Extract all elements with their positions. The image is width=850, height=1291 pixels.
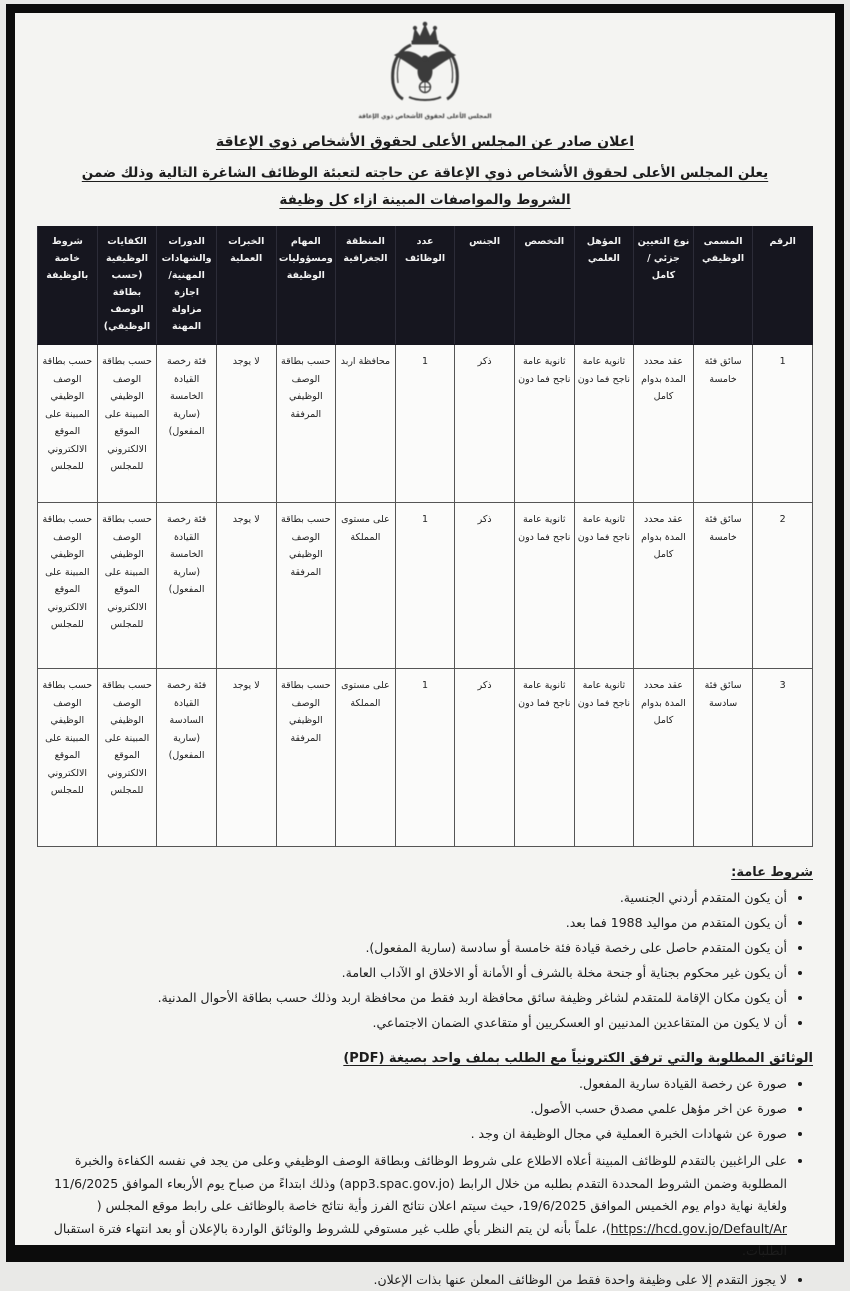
list-item: • أن يكون المتقدم أردني الجنسية. — [37, 888, 787, 908]
list-item: • صورة عن رخصة القيادة سارية المفعول. — [37, 1074, 787, 1094]
table-cell: على مستوى المملكة — [336, 503, 396, 669]
table-cell: لا يوجد — [216, 503, 276, 669]
table-row — [38, 503, 813, 669]
table-cell: ثانوية عامة ناجح فما دون — [574, 669, 634, 847]
table-cell: سائق فئة خامسة — [693, 345, 753, 503]
table-cell: 1 — [395, 345, 455, 503]
table-row — [38, 345, 813, 503]
application-portal-url: app3.spac.gov.jo — [344, 1173, 450, 1196]
table-cell: سائق فئة خامسة — [693, 503, 753, 669]
table-cell: ذكر — [455, 503, 515, 669]
column-header: المسمى الوظيفي — [693, 227, 753, 345]
table-row — [38, 669, 813, 847]
list-item: • أن يكون مكان الإقامة للمتقدم لشاغر وظيفة سائق محافظة اربد فقط من محافظة اربد وذلك حسب بطاقة الأحوال المدنية. — [37, 988, 787, 1008]
table-cell: حسب بطاقة الوصف الوظيفي المرفقة — [276, 669, 336, 847]
list-item: • صورة عن اخر مؤهل علمي مصدق حسب الأصول. — [37, 1099, 787, 1119]
table-cell: عقد محدد المدة بدوام كامل — [634, 669, 694, 847]
list-item: • أن يكون غير محكوم بجناية أو جنحة مخلة بالشرف أو الأمانة أو الاخلاق او الآداب العامة. — [37, 963, 787, 983]
table-cell: سائق فئة سادسة — [693, 669, 753, 847]
table-cell: حسب بطاقة الوصف الوظيفي المرفقة — [276, 345, 336, 503]
document-page — [15, 13, 835, 1245]
table-cell: حسب بطاقة الوصف الوظيفي المبينة على الموقع الالكتروني للمجلس — [38, 503, 98, 669]
column-header: الرقم — [753, 227, 813, 345]
list-item: • أن يكون المتقدم حاصل على رخصة قيادة فئة خامسة أو سادسة (سارية المفعول). — [37, 938, 787, 958]
column-header: التخصص — [514, 227, 574, 345]
jobs-table — [37, 226, 813, 847]
column-header: الخبرات العملية — [216, 227, 276, 345]
table-cell: ثانوية عامة ناجح فما دون — [574, 345, 634, 503]
notes-list — [37, 1150, 787, 1291]
table-cell: على مستوى المملكة — [336, 669, 396, 847]
table-cell: ثانوية عامة ناجح فما دون — [574, 503, 634, 669]
table-cell: فئة رخصة القيادة الخامسة (سارية المفعول) — [157, 345, 217, 503]
table-cell: فئة رخصة القيادة الخامسة (سارية المفعول) — [157, 503, 217, 669]
note-text: )، علماً بأنه لن يتم النظر بأي طلب غير مستوفي للشروط والوثائق الواردة بالإعلان أو بعد انتهاء فترة استقبال الطلبات. — [54, 1221, 787, 1259]
note-text: ) وذلك ابتداءً من صباح يوم الأربعاء الموافق 11/6/2025 ولغاية نهاية دوام يوم الخميس الموافق 19/6/2025، حيث سيتم اعلان نتائج الفرز وأية نتائج خاصة بالوظائف على رابط موقع المجلس ( — [54, 1176, 787, 1214]
column-header: المنطقة الجغرافية — [336, 227, 396, 345]
table-cell: حسب بطاقة الوصف الوظيفي المبينة على الموقع الالكتروني للمجلس — [97, 503, 157, 669]
table-cell: محافظة اربد — [336, 345, 396, 503]
table-cell: 3 — [753, 669, 813, 847]
documents-heading: الوثائق المطلوبة والتي ترفق الكترونياً مع الطلب بملف واحد بصيغة (PDF) — [37, 1051, 813, 1066]
column-header: نوع التعيين جزئي / كامل — [634, 227, 694, 345]
table-cell: 1 — [395, 503, 455, 669]
table-cell: ذكر — [455, 669, 515, 847]
application-note — [37, 1150, 787, 1263]
coat-of-arms-icon — [365, 21, 485, 107]
list-item: • أن يكون المتقدم من مواليد 1988 فما بعد. — [37, 913, 787, 933]
column-header: الدورات والشهادات المهنية/اجازة مزاولة المهنة — [157, 227, 217, 345]
announcement-intro: يعلن المجلس الأعلى لحقوق الأشخاص ذوي الإعاقة عن حاجته لتعبئة الوظائف الشاغرة التالية وذلك ضمن الشروط والمواصفات المبينة ازاء كل وظيفة — [55, 160, 795, 214]
column-header: عدد الوظائف — [395, 227, 455, 345]
table-cell: عقد محدد المدة بدوام كامل — [634, 503, 694, 669]
documents-list — [37, 1074, 787, 1144]
table-cell: فئة رخصة القيادة السادسة (سارية المفعول) — [157, 669, 217, 847]
single-application-note: • لا يجوز التقدم إلا على وظيفة واحدة فقط من الوظائف المعلن عنها بذات الإعلان. — [37, 1269, 787, 1291]
table-cell: ثانوية عامة ناجح فما دون — [514, 345, 574, 503]
table-cell: حسب بطاقة الوصف الوظيفي المبينة على الموقع الالكتروني للمجلس — [38, 345, 98, 503]
general-conditions-heading: شروط عامة: — [37, 865, 813, 880]
list-item: • أن لا يكون من المتقاعدين المدنيين او العسكريين أو متقاعدي الضمان الاجتماعي. — [37, 1013, 787, 1033]
council-website-url: https://hcd.gov.jo/Default/Ar — [611, 1218, 787, 1241]
table-cell: 1 — [753, 345, 813, 503]
table-cell: لا يوجد — [216, 345, 276, 503]
column-header: شروط خاصة بالوظيفة — [38, 227, 98, 345]
list-item: • صورة عن شهادات الخبرة العملية في مجال الوظيفة ان وجد . — [37, 1124, 787, 1144]
table-cell: ذكر — [455, 345, 515, 503]
header-emblem — [37, 21, 813, 120]
table-cell: حسب بطاقة الوصف الوظيفي المرفقة — [276, 503, 336, 669]
table-cell: حسب بطاقة الوصف الوظيفي المبينة على الموقع الالكتروني للمجلس — [97, 345, 157, 503]
table-cell: 1 — [395, 669, 455, 847]
column-header: المؤهل العلمي — [574, 227, 634, 345]
table-cell: 2 — [753, 503, 813, 669]
column-header: الجنس — [455, 227, 515, 345]
general-conditions-list — [37, 888, 787, 1033]
column-header: الكفايات الوظيفية (حسب بطاقة الوصف الوظيفي) — [97, 227, 157, 345]
table-cell: ثانوية عامة ناجح فما دون — [514, 669, 574, 847]
table-cell: ثانوية عامة ناجح فما دون — [514, 503, 574, 669]
emblem-caption: المجلس الأعلى لحقوق الأشخاص ذوي الإعاقة — [37, 113, 813, 120]
page-title: اعلان صادر عن المجلس الأعلى لحقوق الأشخاص ذوي الإعاقة — [37, 134, 813, 150]
table-cell: عقد محدد المدة بدوام كامل — [634, 345, 694, 503]
column-header: المهام ومسؤوليات الوظيفة — [276, 227, 336, 345]
table-cell: حسب بطاقة الوصف الوظيفي المبينة على الموقع الالكتروني للمجلس — [97, 669, 157, 847]
table-cell: حسب بطاقة الوصف الوظيفي المبينة على الموقع الالكتروني للمجلس — [38, 669, 98, 847]
table-cell: لا يوجد — [216, 669, 276, 847]
table-header-row — [38, 227, 813, 345]
note-text: على الراغبين بالتقدم للوظائف المبينة أعلاه الاطلاع على شروط الوظائف وبطاقة الوصف الوظيفي وعلى من يجد في نفسه الكفاءة والخبرة المطلوبة وضمن الشروط المحددة التقدم بطلبه من خلال الرابط ( — [75, 1153, 787, 1191]
